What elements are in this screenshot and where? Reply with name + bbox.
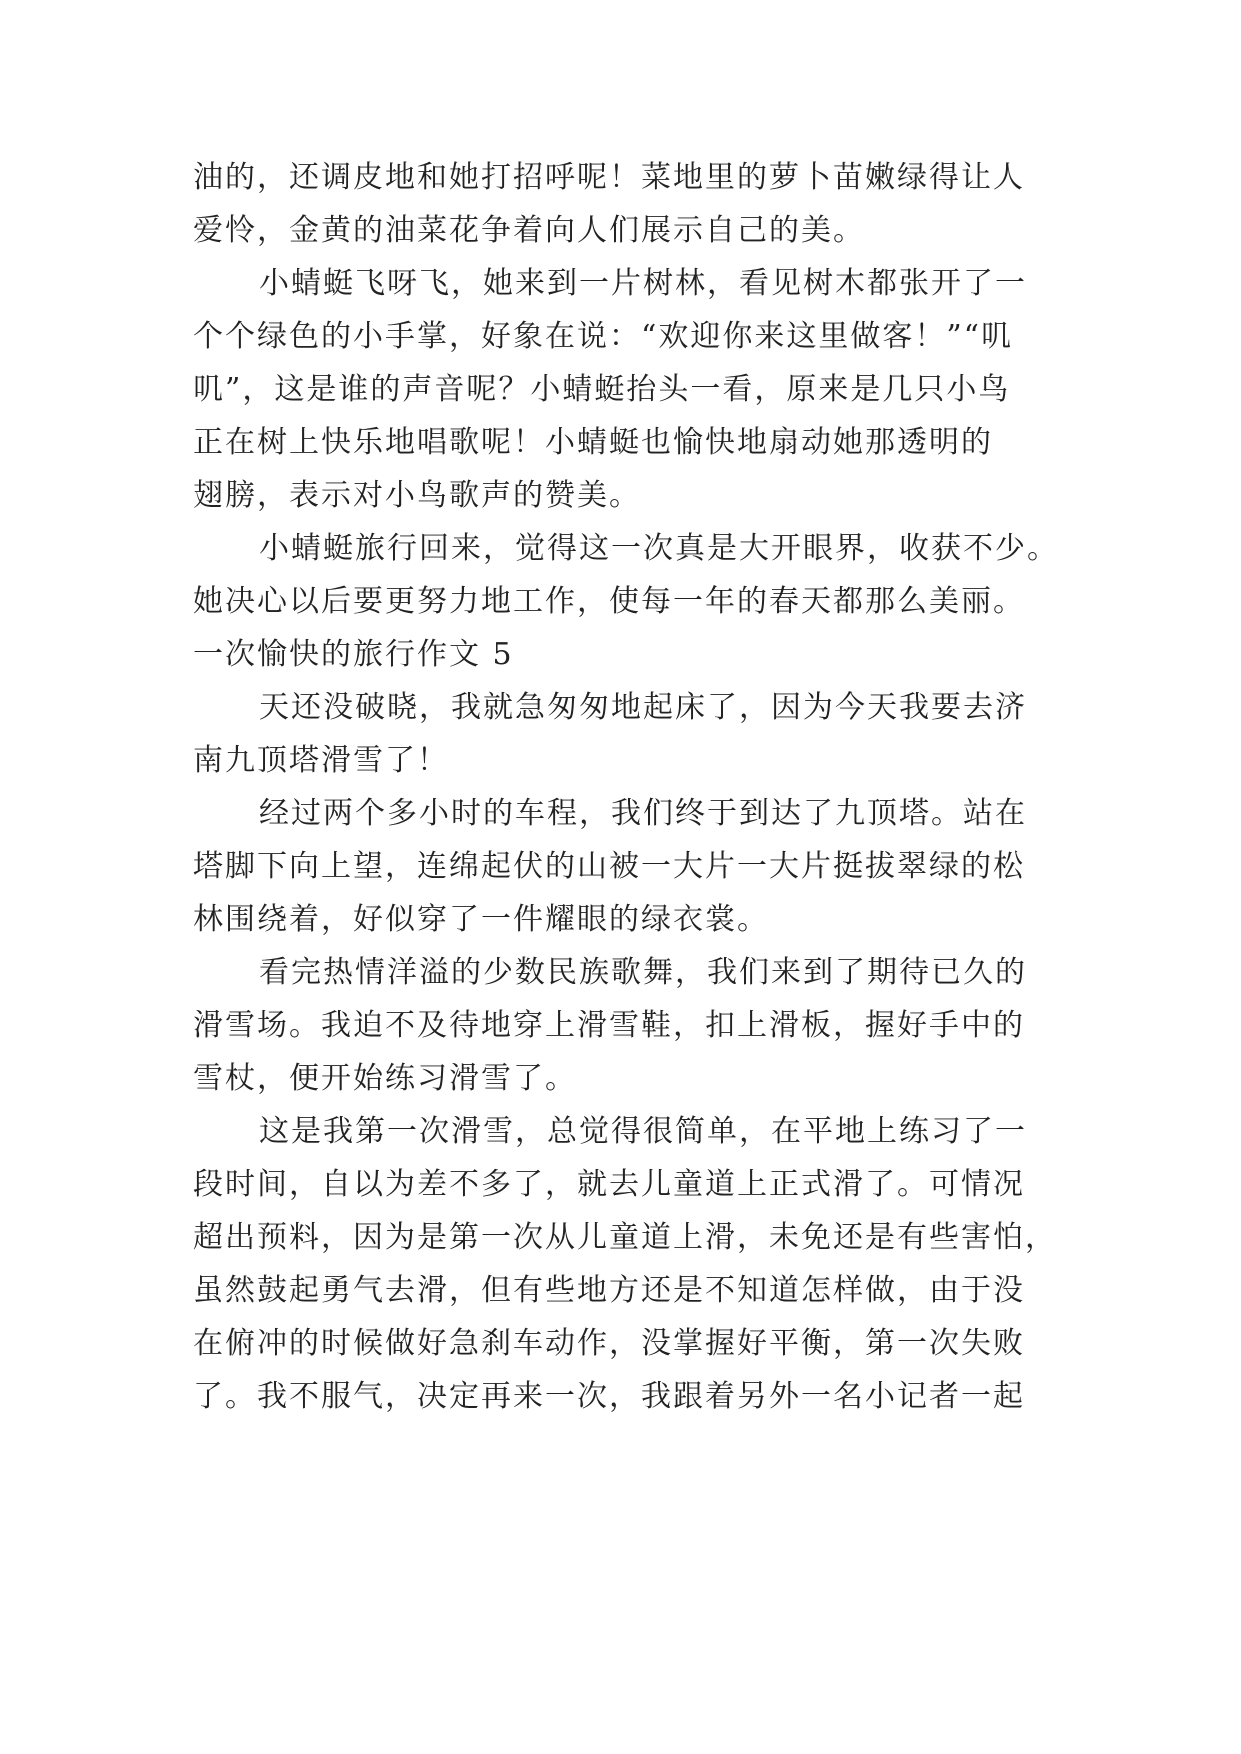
text-line: 塔脚下向上望，连绵起伏的山被一大片一大片挺拔翠绿的松: [193, 849, 1025, 884]
text-line: 虽然鼓起勇气去滑，但有些地方还是不知道怎样做，由于没: [193, 1273, 1025, 1308]
text-line: 了。我不服气，决定再来一次，我跟着另外一名小记者一起: [193, 1379, 1025, 1414]
text-line: 经过两个多小时的车程，我们终于到达了九顶塔。站在: [259, 796, 1027, 831]
text-line: 正在树上快乐地唱歌呢！小蜻蜓也愉快地扇动她那透明的: [193, 425, 993, 460]
text-line: 滑雪场。我迫不及待地穿上滑雪鞋，扣上滑板，握好手中的: [193, 1008, 1025, 1043]
text-line: 超出预料，因为是第一次从儿童道上滑，未免还是有些害怕，: [193, 1220, 1057, 1255]
text-line: 段时间，自以为差不多了，就去儿童道上正式滑了。可情况: [193, 1167, 1025, 1202]
text-line: 这是我第一次滑雪，总觉得很简单，在平地上练习了一: [259, 1114, 1027, 1149]
text-line: 她决心以后要更努力地工作，使每一年的春天都那么美丽。: [193, 584, 1025, 619]
text-line: 看完热情洋溢的少数民族歌舞，我们来到了期待已久的: [259, 955, 1027, 990]
text-line: 油的，还调皮地和她打招呼呢！菜地里的萝卜苗嫩绿得让人: [193, 160, 1025, 195]
text-line: 翅膀，表示对小鸟歌声的赞美。: [193, 478, 641, 513]
section-heading: 一次愉快的旅行作文 5: [193, 637, 514, 672]
text-line: 天还没破晓，我就急匆匆地起床了，因为今天我要去济: [259, 690, 1027, 725]
text-line: 个个绿色的小手掌，好象在说：“欢迎你来这里做客！”“叽: [193, 319, 1014, 354]
text-line: 雪杖，便开始练习滑雪了。: [193, 1061, 577, 1096]
text-line: 在俯冲的时候做好急刹车动作，没掌握好平衡，第一次失败: [193, 1326, 1025, 1361]
text-line: 叽”，这是谁的声音呢？小蜻蜓抬头一看，原来是几只小鸟: [193, 372, 1011, 407]
text-line: 爱怜，金黄的油菜花争着向人们展示自己的美。: [193, 213, 865, 248]
text-line: 南九顶塔滑雪了！: [193, 743, 449, 778]
text-line: 小蜻蜓飞呀飞，她来到一片树林，看见树木都张开了一: [259, 266, 1027, 301]
text-line: 小蜻蜓旅行回来，觉得这一次真是大开眼界，收获不少。: [259, 531, 1059, 566]
text-line: 林围绕着，好似穿了一件耀眼的绿衣裳。: [193, 902, 769, 937]
